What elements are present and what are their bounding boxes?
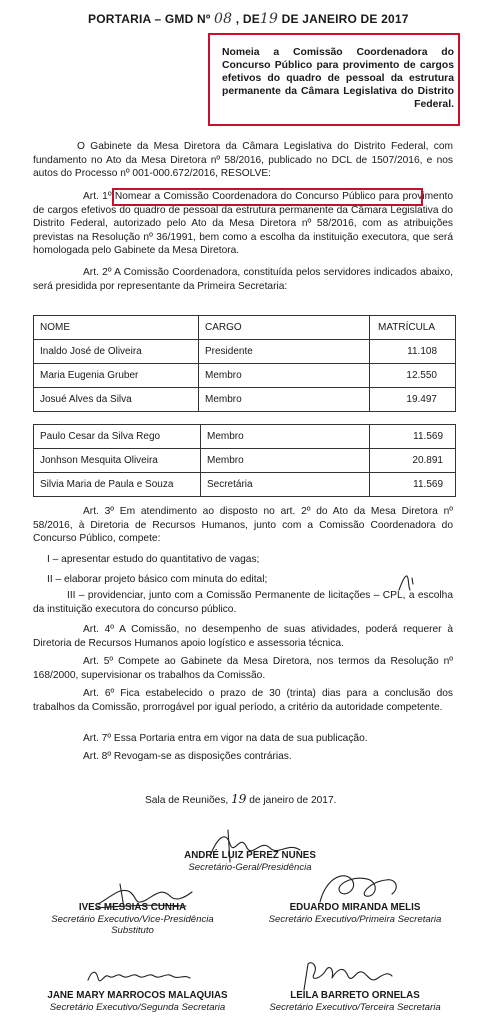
member-role: Secretária <box>201 473 370 497</box>
member-id: 11.108 <box>370 340 456 364</box>
member-id: 11.569 <box>370 473 456 497</box>
header-nome: NOME <box>34 316 199 340</box>
table-row <box>34 449 456 473</box>
closing-prefix: Sala de Reuniões, <box>145 795 229 806</box>
article-2: Art. 2º A Comissão Coordenadora, constituída pelos servidores indicados abaixo, será presidida por representante da Primeira Secretaria: <box>33 267 453 292</box>
ementa-text: Nomeia a Comissão Coordenadora do Concurso Público para provimento de cargos efetivos do quadro de pessoal da estrutura permanente da Câmara Legislativa do Distrito Federal. <box>222 47 454 110</box>
signatory-block <box>250 902 460 925</box>
member-id: 12.550 <box>370 364 456 388</box>
signatory-block <box>30 902 235 937</box>
closing-suffix: de janeiro de 2017. <box>249 795 337 806</box>
table-row <box>34 425 456 449</box>
closing-date <box>145 792 336 806</box>
article-1: Art. 1º Nomear a Comissão Coordenadora do Concurso Público para provimento de cargos efetivos do quadro de pessoal da estrutura permanente da Câmara Legislativa do Distrito Federal, autorizado pelo Ato da Mesa Diretora nº 58/2016, com as atribuições previstas na Resolução nº 36/1991, bem como a escolha da instituição executora, que será homologada pelo Gabinete da Mesa Diretora. <box>33 191 453 257</box>
closing-day: 19 <box>231 792 247 806</box>
member-id: 11.569 <box>370 425 456 449</box>
header-matricula: MATRÍCULA <box>370 316 456 340</box>
signatory-block <box>250 990 460 1013</box>
article-3-item-3: III – providenciar, junto com a Comissão Permanente de licitações – CPL, a escolha da instituição executora do concurso público. <box>33 590 453 615</box>
table-row <box>34 388 456 412</box>
portaria-day: 19 <box>259 11 279 27</box>
nomination-highlight-box <box>112 188 423 206</box>
member-id: 19.497 <box>370 388 456 412</box>
preamble: O Gabinete da Mesa Diretora da Câmara Legislativa do Distrito Federal, com fundamento no Ato da Mesa Diretora nº 58/2016, publicado no DCL de 1507/2016, e nos autos do Processo nº 001-000.672/2016, RESOLVE: <box>33 141 453 180</box>
article-6: Art. 6º Fica estabelecido o prazo de 30 (trinta) dias para a conclusão dos trabalhos da Comissão, prorrogável por igual período, a critério da autoridade competente. <box>33 688 453 713</box>
member-name: Josué Alves da Silva <box>34 388 199 412</box>
header-cargo: CARGO <box>199 316 370 340</box>
signatory-name: ANDRÉ LUIZ PEREZ NUNES <box>184 850 316 861</box>
article-7: Art. 7º Essa Portaria entra em vigor na data de sua publicação. <box>83 733 368 744</box>
signature-jane <box>80 964 200 992</box>
table-row <box>34 340 456 364</box>
article-4: Art. 4º A Comissão, no desempenho de suas atividades, poderá requerer à Diretoria de Recursos Humanos apoio logístico e assessoria técnica. <box>33 624 453 649</box>
title-prefix: PORTARIA – GMD Nº <box>88 12 211 26</box>
article-3-item-2: II – elaborar projeto básico com minuta do edital; <box>47 574 268 585</box>
member-id: 20.891 <box>370 449 456 473</box>
signatory-role: Secretário Executivo/Primeira Secretaria <box>268 913 442 925</box>
article-8: Art. 8º Revogam-se as disposições contrárias. <box>83 751 292 762</box>
article-5: Art. 5º Compete ao Gabinete da Mesa Diretora, nos termos da Resolução nº 168/2000, supervisionar os trabalhos da Comissão. <box>33 656 453 681</box>
member-role: Membro <box>201 449 370 473</box>
table-header-row <box>34 316 456 340</box>
member-name: Maria Eugenia Gruber <box>34 364 199 388</box>
member-name: Silvia Maria de Paula e Souza <box>34 473 201 497</box>
article-3-item-1: I – apresentar estudo do quantitativo de vagas; <box>47 554 260 565</box>
commission-table-1 <box>33 315 456 412</box>
article-3: Art. 3º Em atendimento ao disposto no art. 2º do Ato da Mesa Diretora nº 58/2016, à Diretoria de Recursos Humanos, junto com a Comissão Coordenadora do Concurso Público, compete: <box>33 506 453 545</box>
title-suffix: DE JANEIRO DE 2017 <box>281 12 409 26</box>
signatory-name: EDUARDO MIRANDA MELIS <box>289 902 421 913</box>
signatory-role: Secretário Executivo/Terceira Secretaria <box>269 1001 441 1013</box>
signatory-name: JANE MARY MARROCOS MALAQUIAS <box>47 990 228 1001</box>
signatory-role: Secretário Executivo/Segunda Secretaria <box>49 1001 226 1013</box>
signatory-name: LEILA BARRETO ORNELAS <box>290 990 420 1001</box>
signatory-role: Secretário-Geral/Presidência <box>188 861 312 873</box>
signatory-block <box>150 850 350 873</box>
table-row <box>34 364 456 388</box>
member-role: Membro <box>199 388 370 412</box>
signatory-block <box>30 990 245 1013</box>
member-role: Membro <box>201 425 370 449</box>
document-title <box>88 11 409 27</box>
initials-mark <box>396 572 418 594</box>
ementa-highlight-box <box>208 33 460 126</box>
member-name: Paulo Cesar da Silva Rego <box>34 425 201 449</box>
commission-table-2 <box>33 424 456 497</box>
signatory-role: Secretário Executivo/Vice-Presidência <box>51 913 214 925</box>
signatory-name: IVES MESSIAS CUNHA <box>78 902 187 913</box>
member-name: Inaldo José de Oliveira <box>34 340 199 364</box>
title-middle: , DE <box>235 12 260 26</box>
member-name: Jonhson Mesquita Oliveira <box>34 449 201 473</box>
member-role: Membro <box>199 364 370 388</box>
portaria-number: 08 <box>214 11 233 27</box>
member-role: Presidente <box>199 340 370 364</box>
table-row <box>34 473 456 497</box>
signatory-role-note: Substituto <box>111 925 154 936</box>
